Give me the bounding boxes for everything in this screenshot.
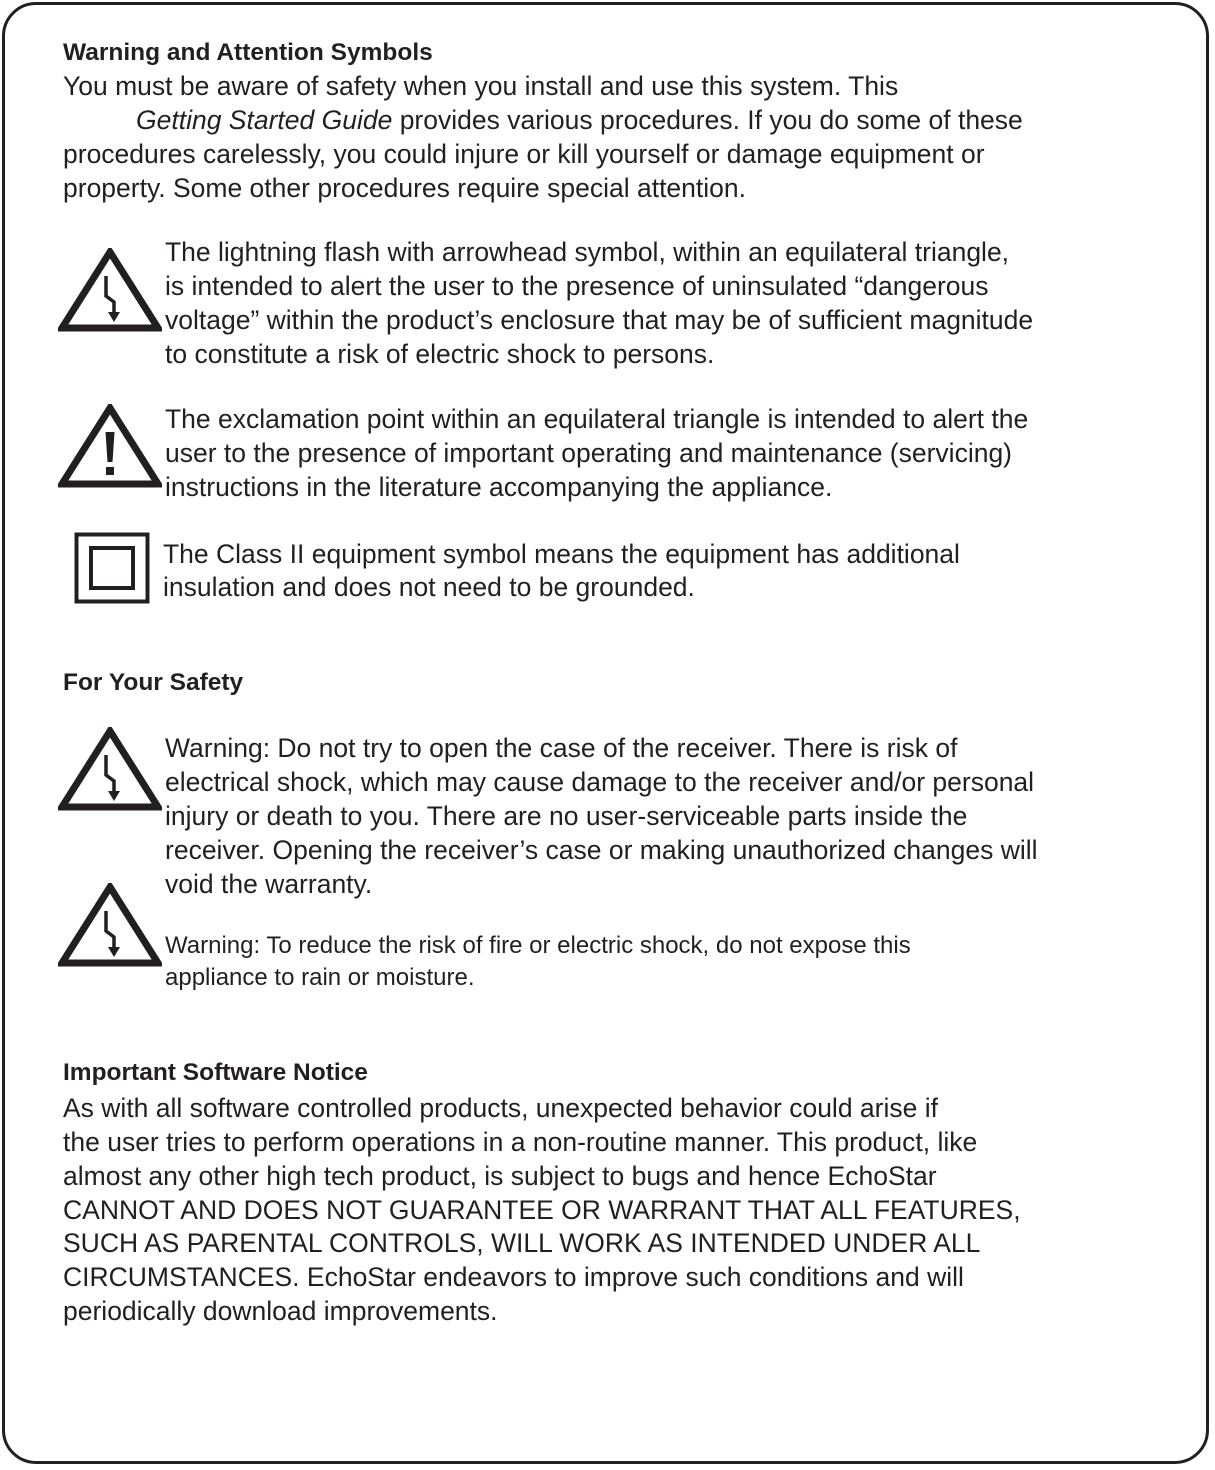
guide-title: Getting Started Guide bbox=[136, 105, 393, 135]
safety-warning-1-line-4: receiver. Opening the receiver’s case or making unauthorized changes will bbox=[165, 835, 1038, 865]
intro-line-3: procedures carelessly, you could injure or kill yourself or damage equipment or bbox=[63, 139, 985, 169]
software-notice-line-5: SUCH AS PARENTAL CONTROLS, WILL WORK AS INTENDED UNDER ALL bbox=[63, 1228, 981, 1258]
safety-warning-2-line-2: appliance to rain or moisture. bbox=[165, 964, 475, 991]
exclamation-triangle-icon bbox=[58, 404, 162, 488]
exclamation-desc-line-3: instructions in the literature accompanying the appliance. bbox=[165, 472, 833, 502]
safety-warning-1-line-1: Warning: Do not try to open the case of the receiver. There is risk of bbox=[165, 733, 958, 763]
class-ii-square-icon bbox=[74, 532, 150, 604]
lightning-triangle-icon bbox=[58, 883, 162, 967]
class-ii-desc-line-1: The Class II equipment symbol means the equipment has additional bbox=[163, 539, 960, 569]
software-notice-line-2: the user tries to perform operations in a non-routine manner. This product, like bbox=[63, 1127, 978, 1157]
intro-line-4: property. Some other procedures require special attention. bbox=[63, 173, 746, 203]
software-notice-line-6: CIRCUMSTANCES. EchoStar endeavors to improve such conditions and will bbox=[63, 1262, 964, 1292]
safety-warning-1-line-2: electrical shock, which may cause damage to the receiver and/or personal bbox=[165, 767, 1035, 797]
exclamation-desc-line-1: The exclamation point within an equilateral triangle is intended to alert the bbox=[165, 404, 1029, 434]
safety-warning-2-line-1: Warning: To reduce the risk of fire or electric shock, do not expose this bbox=[165, 932, 911, 959]
software-notice-line-3: almost any other high tech product, is subject to bugs and hence EchoStar bbox=[63, 1161, 937, 1191]
software-notice-heading: Important Software Notice bbox=[63, 1059, 368, 1086]
software-notice-line-1: As with all software controlled products, unexpected behavior could arise if bbox=[63, 1093, 938, 1123]
lightning-desc-line-2: is intended to alert the user to the presence of uninsulated “dangerous bbox=[165, 271, 989, 301]
lightning-desc-line-4: to constitute a risk of electric shock to persons. bbox=[165, 339, 715, 369]
software-notice-line-4: CANNOT AND DOES NOT GUARANTEE OR WARRANT THAT ALL FEATURES, bbox=[63, 1195, 1021, 1225]
safety-warning-1-line-5: void the warranty. bbox=[165, 869, 373, 899]
lightning-desc-line-1: The lightning flash with arrowhead symbol, within an equilateral triangle, bbox=[165, 237, 1010, 267]
intro-line-2 bbox=[136, 104, 1023, 138]
warning-symbols-heading: Warning and Attention Symbols bbox=[63, 39, 433, 66]
lightning-triangle-icon bbox=[58, 248, 162, 332]
intro-line-1: You must be aware of safety when you install and use this system. This bbox=[63, 71, 899, 101]
page-border bbox=[2, 2, 1209, 1464]
software-notice-line-7: periodically download improvements. bbox=[63, 1296, 498, 1326]
lightning-desc-line-3: voltage” within the product’s enclosure that may be of sufficient magnitude bbox=[165, 305, 1034, 335]
exclamation-desc-line-2: user to the presence of important operating and maintenance (servicing) bbox=[165, 438, 1013, 468]
safety-warning-1-line-3: injury or death to you. There are no user-serviceable parts inside the bbox=[165, 801, 968, 831]
class-ii-desc-line-2: insulation and does not need to be grounded. bbox=[163, 572, 695, 602]
lightning-triangle-icon bbox=[58, 727, 162, 811]
safety-heading: For Your Safety bbox=[63, 669, 244, 696]
intro-line-2-rest: provides various procedures. If you do some of these bbox=[392, 105, 1023, 135]
